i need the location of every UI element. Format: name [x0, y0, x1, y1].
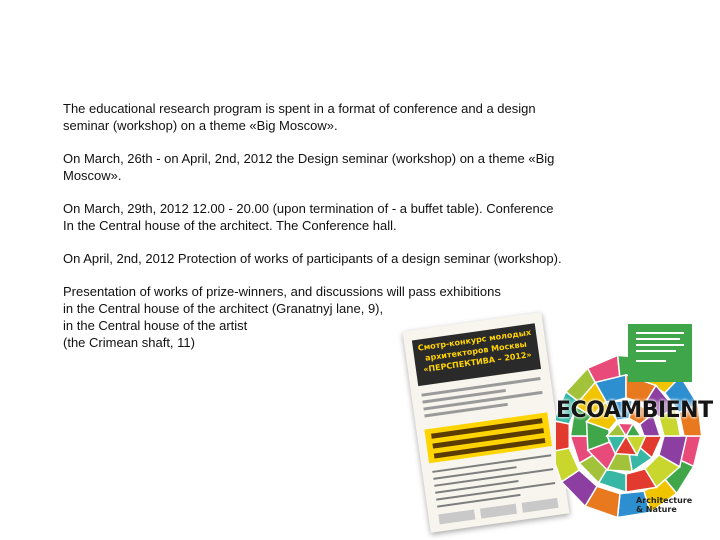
ecoambient-map-graphic — [556, 316, 720, 540]
paragraph-design-seminar: On March, 26th - on April, 2nd, 2012 the Design seminar (workshop) on a theme «Big Moscow». — [63, 151, 555, 183]
map-district — [556, 421, 569, 452]
paragraph-program-format: The educational research program is spent in a format of conference and a design seminar (workshop) on a theme «Big Moscow». — [63, 101, 536, 133]
architecture-nature-logo: Architecture & Nature — [636, 496, 693, 514]
event-poster-image — [403, 312, 570, 533]
paragraph-protection: On April, 2nd, 2012 Protection of works of participants of a design seminar (workshop). — [63, 251, 562, 266]
poster-title: Смотр-конкурс молодых архитекторов Москвы «ПЕРСПЕКТИВА – 2012» — [412, 323, 541, 386]
paragraph-exhibitions: Presentation of works of prize-winners, and discussions will pass exhibitions in the Central house of the architect (Granatnyj lane, 9), in the Central house of the artist (the Crimean shaft, 11) — [63, 284, 501, 350]
ecoambient-logo: ECOAMBIENT — [556, 398, 713, 423]
poster-forum-band — [424, 412, 552, 463]
paragraph-conference: On March, 29th, 2012 12.00 - 20.00 (upon termination of - a buffet table). Conference In the Central house of the architect. The Conference hall. — [63, 201, 554, 233]
